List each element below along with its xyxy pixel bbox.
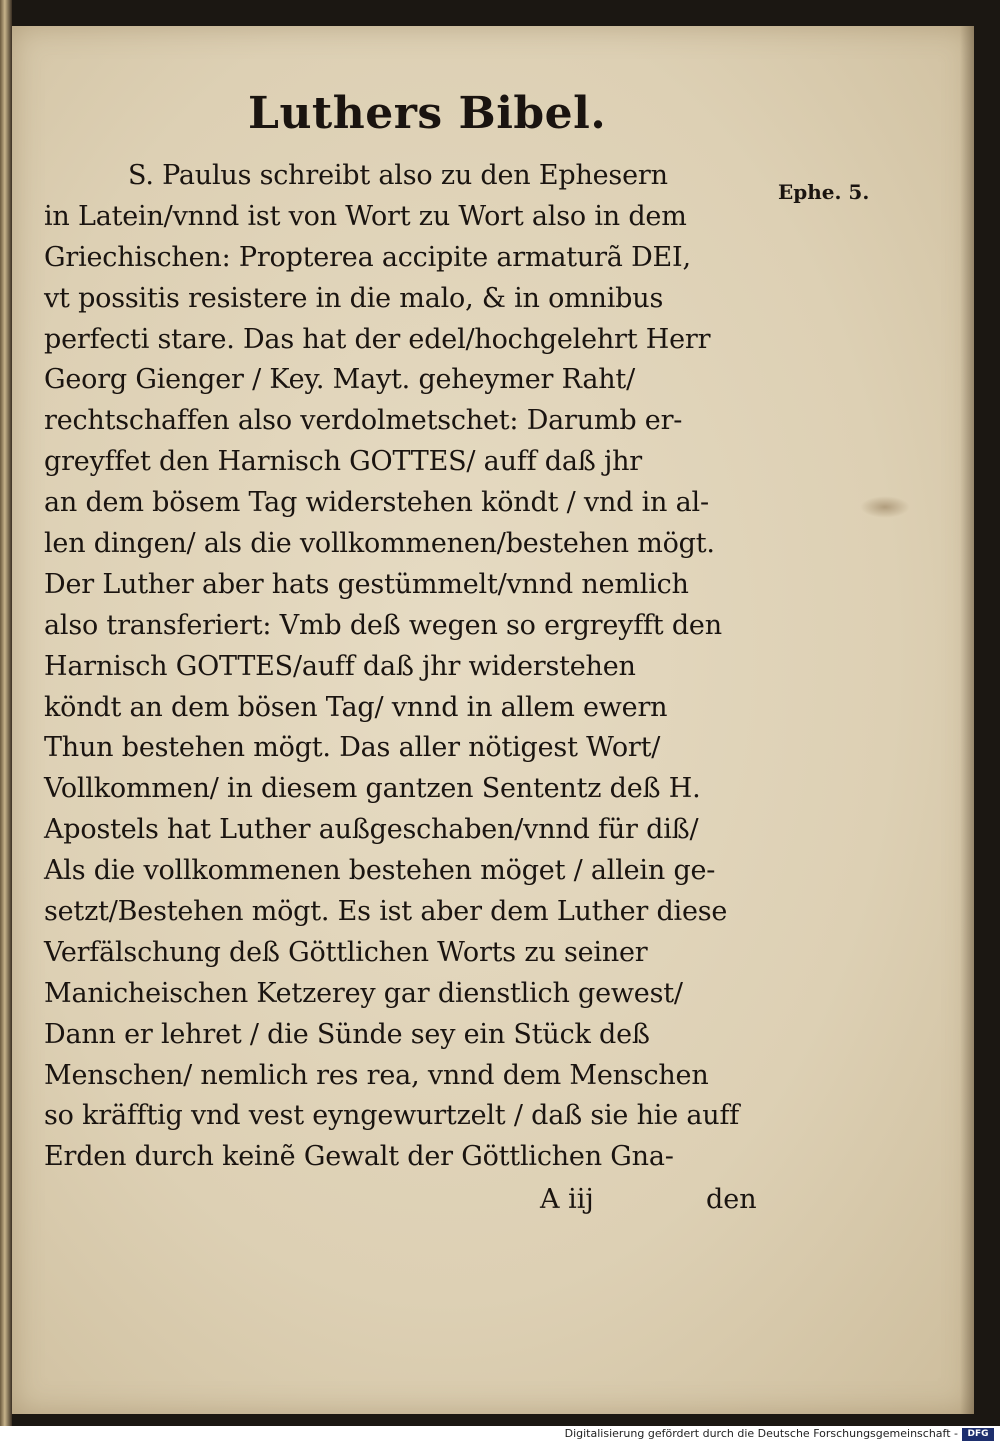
text-line: S. Paulus schreibt also zu den Ephesern bbox=[128, 160, 668, 191]
text-line: Manicheischen Ketzerey gar dienstlich gewest/ bbox=[44, 977, 683, 1009]
text-line: Vollkommen/ in diesem gantzen Sententz deß H. bbox=[44, 773, 701, 805]
text-line: rechtschaffen also verdolmetschet: Darumb er- bbox=[44, 405, 683, 437]
text-line: Harnisch GOTTES/auff daß jhr widerstehen bbox=[44, 650, 636, 682]
book-spine-edge bbox=[0, 0, 12, 1426]
text-line: vt possitis resistere in die malo, & in omnibus bbox=[44, 282, 664, 314]
text-line: köndt an dem bösen Tag/ vnnd in allem ewern bbox=[44, 691, 668, 723]
text-line: so kräfftig vnd vest eyngewurtzelt / daß sie hie auff bbox=[44, 1100, 740, 1132]
text-line: Dann er lehret / die Sünde sey ein Stück deß bbox=[44, 1018, 650, 1050]
text-line: Apostels hat Luther außgeschaben/vnnd für diß/ bbox=[44, 814, 699, 846]
text-line: Als die vollkommenen bestehen möget / allein ge- bbox=[44, 855, 716, 887]
page-edge-shadow bbox=[960, 26, 974, 1414]
text-line: Georg Gienger / Key. Mayt. geheymer Raht/ bbox=[44, 364, 635, 396]
marginal-note: Ephe. 5. bbox=[778, 180, 870, 204]
text-line: also transferiert: Vmb deß wegen so ergreyfft den bbox=[44, 609, 722, 641]
text-line: Thun bestehen mögt. Das aller nötigest Wort/ bbox=[44, 732, 661, 764]
text-line: an dem bösem Tag widerstehen köndt / vnd in al- bbox=[44, 487, 709, 519]
text-line: Menschen/ nemlich res rea, vnnd dem Menschen bbox=[44, 1059, 709, 1091]
funding-credit: Digitalisierung gefördert durch die Deutsche Forschungsgemeinschaft - bbox=[564, 1427, 958, 1440]
text-line: in Latein/vnnd ist von Wort zu Wort also in dem bbox=[44, 200, 687, 232]
running-head: Luthers Bibel. bbox=[248, 88, 607, 139]
text-line: setzt/Bestehen mögt. Es ist aber dem Luther diese bbox=[44, 896, 728, 928]
text-line: len dingen/ als die vollkommenen/bestehen mögt. bbox=[44, 528, 715, 560]
catchword: den bbox=[706, 1184, 757, 1215]
ink-smudge bbox=[860, 496, 910, 518]
dfg-logo: DFG bbox=[962, 1428, 994, 1441]
text-line: greyffet den Harnisch GOTTES/ auff daß jhr bbox=[44, 446, 643, 478]
text-line: Erden durch keinẽ Gewalt der Göttlichen Gna- bbox=[44, 1141, 674, 1173]
text-line: Verfälschung deß Göttlichen Worts zu seiner bbox=[44, 936, 648, 968]
signature-mark: A iij bbox=[540, 1184, 594, 1215]
body-text bbox=[44, 156, 784, 1178]
text-line: Der Luther aber hats gestümmelt/vnnd nemlich bbox=[44, 568, 689, 600]
text-line: Griechischen: Propterea accipite armaturã DEI, bbox=[44, 241, 691, 273]
text-line: perfecti stare. Das hat der edel/hochgelehrt Herr bbox=[44, 323, 711, 355]
